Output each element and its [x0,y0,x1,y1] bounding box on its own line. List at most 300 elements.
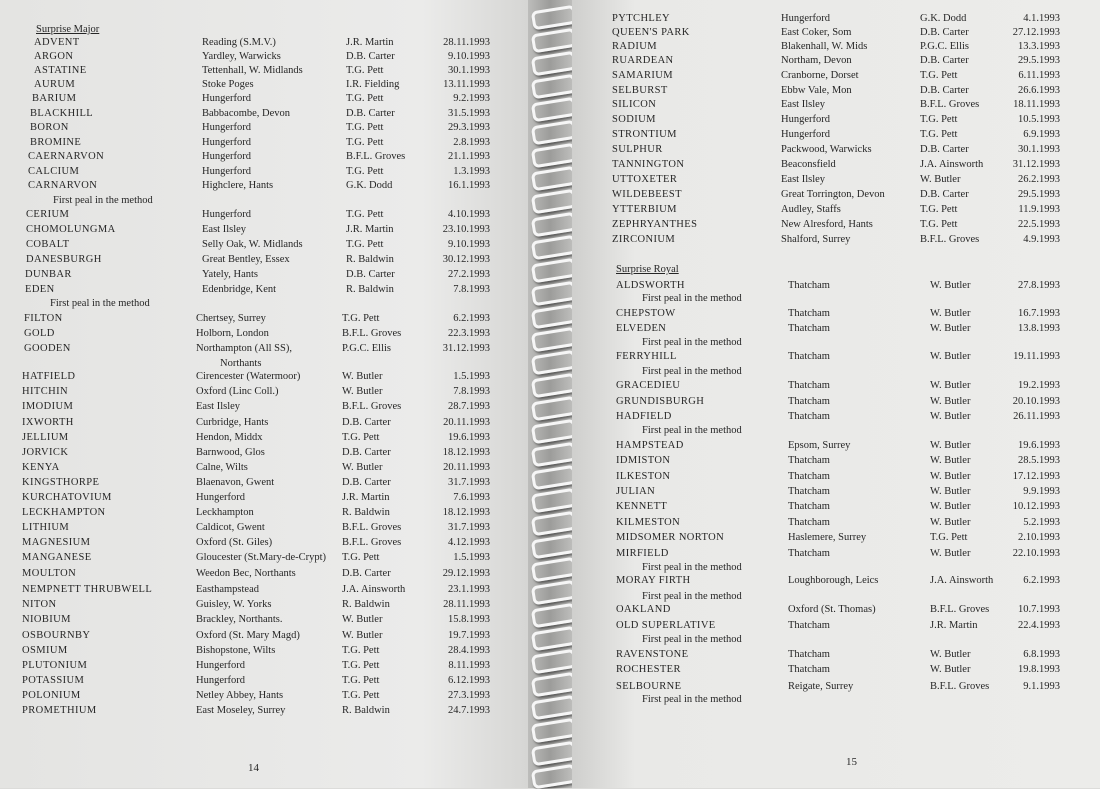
place-name: Hungerford [196,675,245,686]
conductor-name: T.G. Pett [342,313,380,324]
peal-row [0,630,528,644]
peal-row [572,99,1100,113]
peal-date: 19.6.1993 [1018,440,1060,451]
peal-date: 28.11.1993 [443,599,490,610]
method-name: SELBOURNE [616,681,682,692]
conductor-name: D.B. Carter [920,55,969,66]
binding-coil [531,741,577,767]
peal-date: 28.7.1993 [448,401,490,412]
binding-coil [531,419,577,445]
peal-row [572,396,1100,410]
method-name: ARGON [34,51,74,62]
peal-row [572,234,1100,248]
place-name: Thatcham [788,517,830,528]
peal-date: 19.6.1993 [448,432,490,443]
place-name: Hungerford [781,129,830,140]
method-name: BLACKHILL [30,108,94,119]
peal-date: 31.12.1993 [1012,159,1060,170]
place-name: Guisley, W. Yorks [196,599,272,610]
method-name: OSBOURNBY [22,630,91,641]
peal-date: 6.11.1993 [1018,70,1060,81]
binding-coil [531,304,577,330]
method-name: DANESBURGH [26,254,102,265]
place-name: Caldicot, Gwent [196,522,265,533]
peal-date: 6.9.1993 [1023,129,1060,140]
place-name: Netley Abbey, Hants [196,690,284,701]
method-name: IXWORTH [22,417,74,428]
place-name: Highclere, Hants [202,180,274,191]
peal-row [572,13,1100,27]
conductor-name: R. Baldwin [346,284,394,295]
place-name: Beaconsfield [781,159,836,170]
peal-date: 9.9.1993 [1023,486,1060,497]
conductor-name: T.G. Pett [342,690,380,701]
place-name: Hungerford [202,209,251,220]
place-name: Reigate, Surrey [788,681,854,692]
method-note: First peal in the method [53,195,153,206]
place-name: Hungerford [202,151,251,162]
place-name: East Ilsley [781,99,826,110]
section-heading-surprise-royal: Surprise Royal [616,264,679,275]
method-name: ZIRCONIUM [612,234,676,245]
conductor-name: W. Butler [930,664,971,675]
binding-coil [531,166,577,192]
binding-coil [531,672,577,698]
peal-date: 11.9.1993 [1018,204,1060,215]
place-name: Reading (S.M.V.) [202,37,276,48]
binding-coil [531,235,577,261]
peal-row [572,129,1100,143]
place-name: Calne, Wilts [196,462,248,473]
peal-row [0,313,528,327]
conductor-name: W. Butler [930,323,971,334]
method-name: EDEN [25,284,55,295]
method-name: OAKLAND [616,604,671,615]
place-name: Hungerford [196,660,245,671]
method-name: JULIAN [616,486,656,497]
method-name: MANGANESE [22,552,92,563]
peal-date: 4.12.1993 [448,537,490,548]
place-name: Great Bentley, Essex [202,254,290,265]
right-page [572,0,1100,788]
peal-date: 23.1.1993 [448,584,490,595]
peal-row [572,471,1100,485]
binding-coil [531,511,577,537]
peal-row [0,93,528,107]
place-name: Hungerford [202,166,251,177]
method-name: TANNINGTON [612,159,685,170]
conductor-name: B.F.L. Groves [346,151,406,162]
method-name: KURCHATOVIUM [22,492,112,503]
peal-row [572,681,1100,695]
conductor-name: I.R. Fielding [346,79,400,90]
conductor-name: W. Butler [930,351,971,362]
method-name: OLD SUPERLATIVE [616,620,716,631]
peal-row [0,417,528,431]
spiral-binding [528,0,572,788]
peal-date: 9.1.1993 [1023,681,1060,692]
method-name: CARNARVON [28,180,98,191]
place-name: Thatcham [788,308,830,319]
binding-coil [531,626,577,652]
peal-row [0,507,528,521]
place-name: Hungerford [196,492,245,503]
peal-date: 27.3.1993 [448,690,490,701]
peal-row [0,371,528,385]
peal-date: 1.5.1993 [453,371,490,382]
conductor-name: T.G. Pett [346,137,384,148]
peal-row [0,537,528,551]
page-number: 14 [248,762,259,774]
place-name: Thatcham [788,486,830,497]
method-name: MORAY FIRTH [616,575,691,586]
method-name: GOODEN [24,343,71,354]
conductor-name: D.B. Carter [342,568,391,579]
method-name: NIOBIUM [22,614,71,625]
peal-row [0,552,528,566]
method-name: MIRFIELD [616,548,669,559]
method-name: IDMISTON [616,455,671,466]
method-name: PLUTONIUM [22,660,88,671]
method-name: POLONIUM [22,690,81,701]
peal-row [0,462,528,476]
conductor-name: T.G. Pett [342,552,380,563]
place-name: Thatcham [788,620,830,631]
binding-coil [531,465,577,491]
peal-row [0,705,528,719]
peal-row [572,351,1100,365]
method-name: HATFIELD [22,371,76,382]
peal-row [0,568,528,582]
binding-coil [531,396,577,422]
method-name: ADVENT [34,37,80,48]
conductor-name: R. Baldwin [342,507,390,518]
peal-row [572,548,1100,562]
peal-row [0,180,528,194]
method-note: First peal in the method [642,425,742,436]
peal-date: 4.10.1993 [448,209,490,220]
peal-date: 6.2.1993 [1023,575,1060,586]
peal-row [572,27,1100,41]
binding-coil [531,327,577,353]
conductor-name: W. Butler [930,486,971,497]
peal-date: 30.12.1993 [442,254,490,265]
peal-date: 19.11.1993 [1013,351,1060,362]
conductor-name: T.G. Pett [346,93,384,104]
peal-date: 22.3.1993 [448,328,490,339]
peal-row [0,122,528,136]
method-name: ALDSWORTH [616,280,685,291]
peal-row [572,604,1100,618]
peal-date: 27.8.1993 [1018,280,1060,291]
peal-date: 8.11.1993 [448,660,490,671]
place-name: Curbridge, Hants [196,417,269,428]
place-name: Thatcham [788,380,830,391]
conductor-name: T.G. Pett [346,166,384,177]
peal-date: 20.11.1993 [443,417,490,428]
peal-date: 6.12.1993 [448,675,490,686]
peal-row [0,254,528,268]
peal-row [0,209,528,223]
place-name: Thatcham [788,351,830,362]
peal-row [572,649,1100,663]
conductor-name: R. Baldwin [346,254,394,265]
peal-row [572,55,1100,69]
peal-row [572,517,1100,531]
peal-date: 29.3.1993 [448,122,490,133]
method-name: RAVENSTONE [616,649,689,660]
binding-coil [531,373,577,399]
peal-date: 18.12.1993 [442,447,490,458]
peal-row [572,204,1100,218]
conductor-name: D.B. Carter [342,447,391,458]
method-name: BORON [30,122,69,133]
peal-date: 6.2.1993 [453,313,490,324]
conductor-name: W. Butler [930,411,971,422]
place-name: Thatcham [788,649,830,660]
peal-row [0,65,528,79]
method-name: ROCHESTER [616,664,681,675]
place-name: Thatcham [788,280,830,291]
peal-date: 22.5.1993 [1018,219,1060,230]
place-name: Thatcham [788,471,830,482]
peal-date: 22.10.1993 [1012,548,1060,559]
place-name: Thatcham [788,411,830,422]
binding-coil [531,764,577,789]
peal-row [0,690,528,704]
peal-date: 4.1.1993 [1023,13,1060,24]
conductor-name: D.B. Carter [346,108,395,119]
peal-date: 2.8.1993 [453,137,490,148]
peal-row [0,614,528,628]
method-name: KENYA [22,462,60,473]
peal-date: 29.5.1993 [1018,55,1060,66]
binding-coil [531,28,577,54]
method-name: NITON [22,599,57,610]
conductor-name: D.B. Carter [342,477,391,488]
peal-date: 10.12.1993 [1012,501,1060,512]
conductor-name: R. Baldwin [342,599,390,610]
peal-row [0,224,528,238]
method-name: PROMETHIUM [22,705,97,716]
peal-row [572,532,1100,546]
place-name: Barnwood, Glos [196,447,265,458]
peal-date: 19.7.1993 [448,630,490,641]
peal-date: 19.2.1993 [1018,380,1060,391]
method-name: WILDEBEEST [612,189,682,200]
method-note: First peal in the method [642,337,742,348]
place-name: Babbacombe, Devon [202,108,291,119]
conductor-name: W. Butler [342,462,383,473]
place-name: Thatcham [788,323,830,334]
peal-row [0,599,528,613]
conductor-name: J.R. Martin [342,492,390,503]
conductor-name: W. Butler [930,548,971,559]
conductor-name: T.G. Pett [342,432,380,443]
method-note: First peal in the method [642,562,742,573]
place-name: Oxford (Linc Coll.) [196,386,279,397]
conductor-name: D.B. Carter [920,144,969,155]
place-name: East Ilsley [196,401,241,412]
place-name: Bishopstone, Wilts [196,645,276,656]
method-note: First peal in the method [642,591,742,602]
method-name: HAMPSTEAD [616,440,684,451]
method-name: MOULTON [22,568,77,579]
conductor-name: D.B. Carter [920,27,969,38]
peal-row [0,239,528,253]
peal-row [0,432,528,446]
conductor-name: T.G. Pett [920,204,958,215]
place-name: Hungerford [202,122,251,133]
method-name: GOLD [24,328,55,339]
peal-date: 7.6.1993 [453,492,490,503]
peal-row [0,447,528,461]
binding-coil [531,5,577,31]
place-name: Haslemere, Surrey [788,532,867,543]
peal-row [572,620,1100,634]
conductor-name: T.G. Pett [346,239,384,250]
peal-date: 6.8.1993 [1023,649,1060,660]
conductor-name: W. Butler [930,280,971,291]
peal-date: 7.8.1993 [453,284,490,295]
peal-date: 30.1.1993 [448,65,490,76]
place-name: East Ilsley [781,174,826,185]
peal-date: 15.8.1993 [448,614,490,625]
binding-coil [531,143,577,169]
peal-row [572,114,1100,128]
method-name: JORVICK [22,447,69,458]
peal-date: 10.5.1993 [1018,114,1060,125]
place-name: Selly Oak, W. Midlands [202,239,303,250]
conductor-name: T.G. Pett [342,660,380,671]
place-name: Tettenhall, W. Midlands [202,65,303,76]
place-name: Blakenhall, W. Mids [781,41,868,52]
method-note: First peal in the method [642,694,742,705]
method-name: GRUNDISBURGH [616,396,705,407]
peal-date: 7.8.1993 [453,386,490,397]
conductor-name: T.G. Pett [920,114,958,125]
place-name: Northampton (All SS), [196,343,292,354]
binding-coil [531,695,577,721]
binding-coil [531,649,577,675]
peal-row [0,660,528,674]
peal-date: 18.12.1993 [442,507,490,518]
method-note: First peal in the method [642,366,742,377]
place-name: Thatcham [788,396,830,407]
conductor-name: W. Butler [342,371,383,382]
peal-date: 10.7.1993 [1018,604,1060,615]
method-name: BARIUM [32,93,77,104]
conductor-name: W. Butler [930,471,971,482]
peal-row [572,174,1100,188]
conductor-name: D.B. Carter [346,51,395,62]
peal-date: 13.3.1993 [1018,41,1060,52]
place-name: Weedon Bec, Northants [196,568,296,579]
conductor-name: T.G. Pett [342,675,380,686]
method-name: JELLIUM [22,432,69,443]
section-heading-surprise-major: Surprise Major [36,24,100,35]
peal-date: 20.10.1993 [1012,396,1060,407]
peal-date: 28.4.1993 [448,645,490,656]
binding-coil [531,74,577,100]
place-name: Cirencester (Watermoor) [196,371,301,382]
method-name: COBALT [26,239,70,250]
peal-date: 28.5.1993 [1018,455,1060,466]
binding-coil [531,350,577,376]
conductor-name: W. Butler [930,308,971,319]
method-name: HADFIELD [616,411,672,422]
place-name: Hendon, Middx [196,432,263,443]
peal-row [0,137,528,151]
peal-date: 24.7.1993 [448,705,490,716]
peal-row [0,492,528,506]
method-name: PYTCHLEY [612,13,671,24]
conductor-name: J.A. Ainsworth [930,575,994,586]
conductor-name: T.G. Pett [920,219,958,230]
conductor-name: W. Butler [930,649,971,660]
conductor-name: R. Baldwin [342,705,390,716]
conductor-name: B.F.L. Groves [930,681,990,692]
peal-row [0,401,528,415]
binding-coil [531,488,577,514]
conductor-name: B.F.L. Groves [342,401,402,412]
peal-row [572,189,1100,203]
method-name: HITCHIN [22,386,68,397]
method-name: KENNETT [616,501,668,512]
peal-row [572,575,1100,589]
place-name: Ebbw Vale, Mon [781,85,852,96]
peal-row [572,70,1100,84]
binding-coil [531,718,577,744]
method-name: IMODIUM [22,401,74,412]
peal-date: 29.5.1993 [1018,189,1060,200]
binding-coil [531,442,577,468]
method-name: FERRYHILL [616,351,677,362]
peal-date: 22.4.1993 [1018,620,1060,631]
place-name: Cranborne, Dorset [781,70,859,81]
peal-date: 17.12.1993 [1012,471,1060,482]
conductor-name: D.B. Carter [346,269,395,280]
method-name: CAERNARVON [28,151,105,162]
conductor-name: J.A. Ainsworth [342,584,406,595]
conductor-name: D.B. Carter [920,85,969,96]
conductor-name: B.F.L. Groves [342,522,402,533]
binding-coil [531,534,577,560]
peal-date: 16.1.1993 [448,180,490,191]
method-name: CHEPSTOW [616,308,676,319]
peal-row [0,645,528,659]
peal-row [572,501,1100,515]
method-name: LECKHAMPTON [22,507,106,518]
conductor-name: J.R. Martin [930,620,978,631]
conductor-name: B.F.L. Groves [920,234,980,245]
method-name: FILTON [24,313,63,324]
conductor-name: G.K. Dodd [346,180,393,191]
conductor-name: T.G. Pett [346,209,384,220]
binding-coil [531,51,577,77]
conductor-name: D.B. Carter [920,189,969,200]
method-name: OSMIUM [22,645,68,656]
peal-date: 5.2.1993 [1023,517,1060,528]
peal-date: 26.6.1993 [1018,85,1060,96]
peal-date: 18.11.1993 [1013,99,1060,110]
method-name: SODIUM [612,114,656,125]
place-name: Great Torrington, Devon [781,189,885,200]
conductor-name: T.G. Pett [342,645,380,656]
peal-row [0,328,528,342]
peal-row [0,51,528,65]
place-name: Epsom, Surrey [788,440,851,451]
